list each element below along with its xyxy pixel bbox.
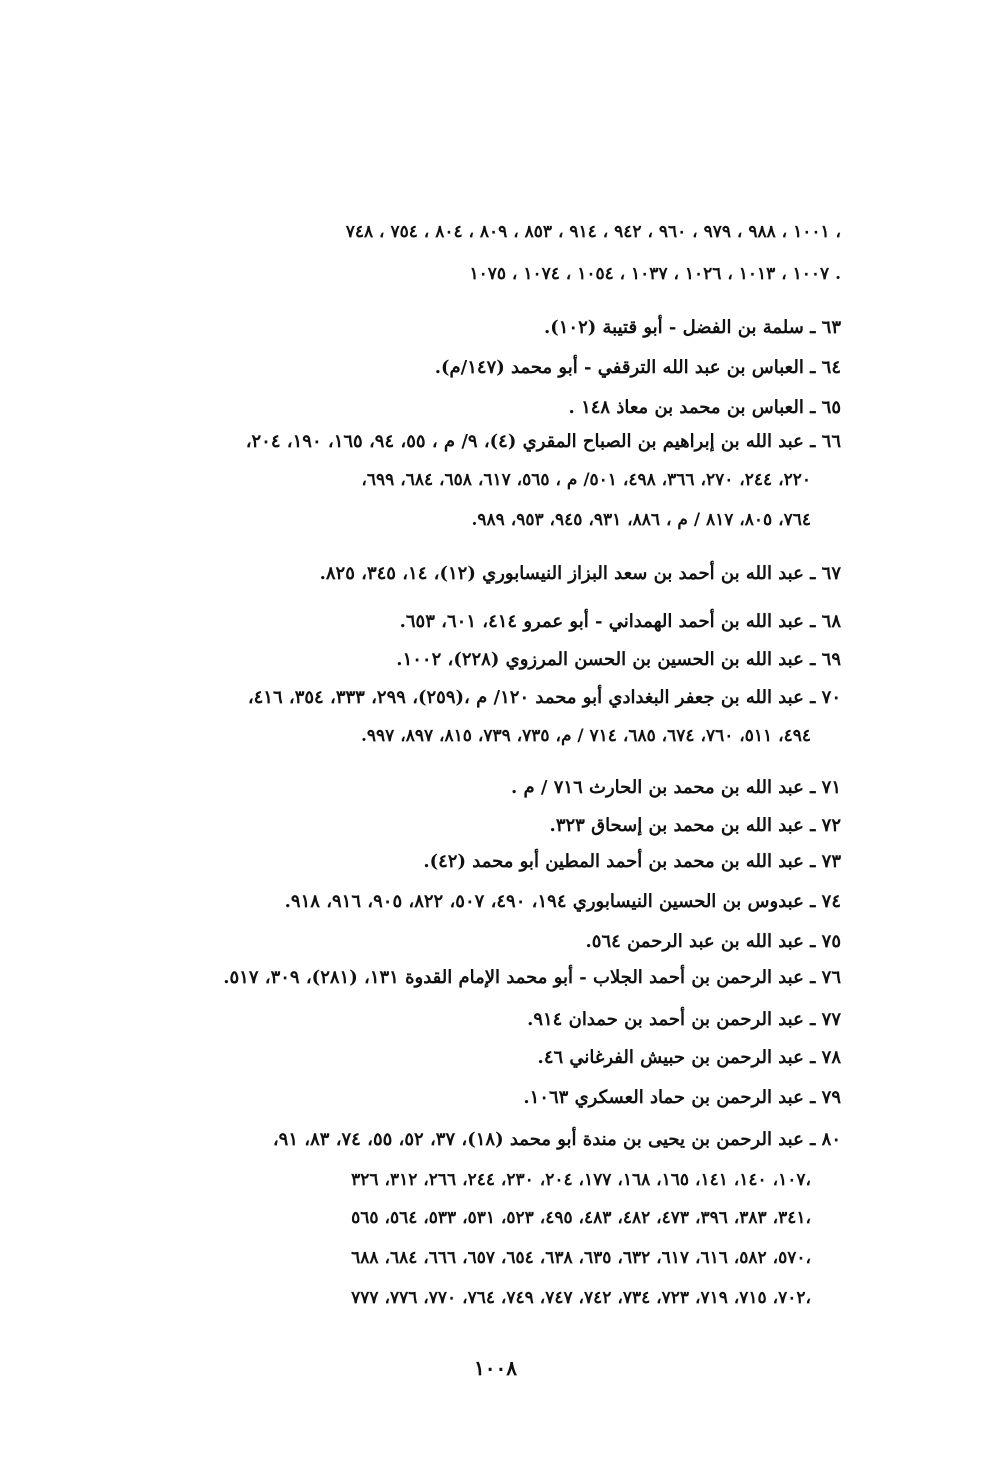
entry-67: ٦٧ ـ عبد الله بن أحمد بن سعد البزاز النيسابوري (١٢)، ١٤، ٣٤٥، ٨٢٥.: [319, 563, 841, 584]
entry-75: ٧٥ ـ عبد الله بن عبد الرحمن ٥٦٤.: [585, 931, 841, 952]
entry-71: ٧١ ـ عبد الله بن محمد بن الحارث ٧١٦ / م .: [510, 777, 841, 798]
entry-80-continuation: ٣٤١، ٣٨٣، ٣٩٦، ٤٧٣، ٤٨٢، ٤٨٣، ٤٩٥، ٥٢٣، ٥٣١، ٥٣٣، ٥٦٤، ٥٦٥،: [351, 1208, 811, 1228]
entry-79: ٧٩ ـ عبد الرحمن بن حماد العسكري ١٠٦٣.: [523, 1087, 841, 1108]
entry-73: ٧٣ ـ عبد الله بن محمد بن أحمد المطين أبو محمد (٤٢).: [423, 851, 841, 872]
entry-65: ٦٥ ـ العباس بن محمد بن معاذ ١٤٨ .: [568, 397, 841, 418]
entry-66-continuation: ٢٢٠، ٢٤٤، ٢٧٠، ٣٦٦، ٤٩٨، ٥٠١/ م ، ٥٦٥، ٦١٧، ٦٥٨، ٦٨٤، ٦٩٩،: [361, 470, 811, 490]
entry-76: ٧٦ ـ عبد الرحمن بن أحمد الجلاب - أبو محمد الإمام القدوة ١٣١، (٢٨١)، ٣٠٩، ٥١٧.: [223, 967, 841, 988]
entry-80-continuation: ١٠٧، ١٤٠، ١٤١، ١٦٥، ١٦٨، ١٧٧، ٢٠٤، ٢٣٠، ٢٤٤، ٢٦٦، ٣١٢، ٣٢٦،: [351, 1170, 811, 1190]
entry-80: ٨٠ ـ عبد الرحمن بن يحيى بن مندة أبو محمد (١٨)، ٣٧، ٥٢، ٥٥، ٧٤، ٨٣، ٩١،: [272, 1129, 841, 1150]
index-line-continuation: ١٠٠١ ، ٩٨٨ ، ٩٧٩ ، ٩٦٠ ، ٩٤٢ ، ٩١٤ ، ٨٥٣ ، ٨٠٩ ، ٨٠٤ ، ٧٥٤ ، ٧٤٨ ،: [345, 222, 841, 242]
entry-66: ٦٦ ـ عبد الله بن إبراهيم بن الصباح المقري (٤)، ٩/ م ، ٥٥، ٩٤، ١٦٥، ١٩٠، ٢٠٤،: [245, 431, 841, 452]
entry-66-continuation: ٧٦٤، ٨٠٥، ٨١٧ / م ، ٨٨٦، ٩٣١، ٩٤٥، ٩٥٣، ٩٨٩.: [471, 510, 811, 530]
entry-78: ٧٨ ـ عبد الرحمن بن حبيش الفرغاني ٤٦.: [537, 1047, 841, 1068]
entry-77: ٧٧ ـ عبد الرحمن بن أحمد بن حمدان ٩١٤.: [527, 1009, 841, 1030]
entry-70: ٧٠ ـ عبد الله بن جعفر البغدادي أبو محمد ١٢٠/ م ،(٢٥٩)، ٢٩٩، ٣٣٣، ٣٥٤، ٤١٦،: [247, 687, 841, 708]
entry-74: ٧٤ ـ عبدوس بن الحسين النيسابوري ١٩٤، ٤٩٠، ٥٠٧، ٨٢٢، ٩٠٥، ٩١٦، ٩١٨.: [284, 891, 841, 912]
entry-80-continuation: ٥٧٠، ٥٨٢، ٦١٦، ٦١٧، ٦٣٢، ٦٣٥، ٦٣٨، ٦٥٤، ٦٥٧، ٦٦٦، ٦٨٤، ٦٨٨،: [351, 1248, 811, 1268]
index-line-continuation: ١٠٠٧ ، ١٠١٣ ، ١٠٢٦ ، ١٠٣٧ ، ١٠٥٤ ، ١٠٧٤ ، ١٠٧٥ .: [469, 264, 841, 284]
entry-63: ٦٣ ـ سلمة بن الفضل - أبو قتيبة (١٠٢).: [543, 317, 841, 338]
entry-80-continuation: ٧٠٢، ٧١٥، ٧١٩، ٧٢٣، ٧٣٤، ٧٤٢، ٧٤٧، ٧٤٩، ٧٦٤، ٧٧٠، ٧٧٦، ٧٧٧،: [351, 1288, 811, 1308]
entry-68: ٦٨ ـ عبد الله بن أحمد الهمداني - أبو عمرو ٤١٤، ٦٠١، ٦٥٣.: [399, 611, 841, 632]
entry-64: ٦٤ ـ العباس بن عبد الله الترقفي - أبو محمد (١٤٧/م).: [434, 357, 841, 378]
entry-69: ٦٩ ـ عبد الله بن الحسين بن الحسن المرزوي (٢٢٨)، ١٠٠٢.: [396, 649, 841, 670]
page-number: ١٠٠٨: [474, 1356, 517, 1380]
entry-72: ٧٢ ـ عبد الله بن محمد بن إسحاق ٣٢٣.: [549, 815, 841, 836]
entry-70-continuation: ٤٩٤، ٥١١، ٧٦٠، ٦٧٤، ٦٨٥، ٧١٤ / م، ٧٣٥، ٧٣٩، ٨١٥، ٨٩٧، ٩٩٧.: [360, 726, 811, 746]
